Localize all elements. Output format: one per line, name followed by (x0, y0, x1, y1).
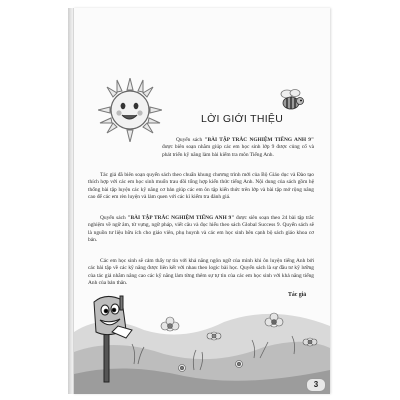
page-title: LỜI GIỚI THIỆU (201, 113, 284, 125)
intro-paragraph-3 (88, 215, 314, 245)
book-page (73, 8, 330, 394)
book-title-bold: "BÀI TẬP TRẮC NGHIỆM TIẾNG ANH 9" (204, 137, 314, 143)
page-number-badge: 3 (306, 378, 326, 392)
bee-illustration (278, 88, 304, 112)
paragraph-text: được siên soạn theo 24 bài tập trắc nghiệm về ngữ âm, từ vựng, ngữ pháp, viết câu và đọc hiểu theo sách Global Success 9. Quyển sách sẽ là nguồn tư liệu hữu ích cho giáo viên, phụ huynh và các em học sinh bên cạnh bộ sách giáo khoa cơ bản. (88, 215, 314, 244)
book-title-bold: "BÀI TẬP TRẮC NGHIỆM TIẾNG ANH 9" (127, 215, 235, 221)
author-signature: Tác giả (288, 292, 307, 298)
intro-paragraph-2: Tác giả đã biên soạn quyển sách theo chuẩn khung chương trình mới của Bộ Giáo dục và Đào tạo thích hợp với các em học sinh muốn trau dồi tổng hợp kiến thức tiếng Anh. Nội dung của sách gồm hệ thống bài tập luyện các kỹ năng cơ bản giúp các em ôn tập kiến thức trên lớp và bài tập mở rộng nâng cao để các em rèn luyện và làm quen với các kì kiểm tra đánh giá. (88, 172, 314, 201)
intro-paragraph-4: Các em học sinh sẽ cảm thấy tự tin với khả năng ngôn ngữ của mình khi ôn luyện tiếng Anh bởi các bài tập về các kỹ năng được liên kết với nhau theo logic bài học. Quyển sách là sự đầu tư kỹ lưỡng của tác giả nhằm nâng cao các kỹ năng làm từng thêm sự tự tin của các em học sinh với khả năng tiếng Anh của bản thân. (88, 258, 314, 287)
paragraph-text: được biên soạn nhằm giúp các em học sinh lớp 9 được củng cố và phát triển kỹ năng làm bài kiểm tra môn Tiếng Anh. (162, 144, 314, 158)
smiling-sun-illustration (98, 78, 162, 142)
paragraph-text: Quyển sách (176, 137, 205, 143)
paragraph-text: Quyển sách (100, 215, 128, 221)
flowers-grass-scene-illustration (74, 292, 330, 394)
intro-paragraph-1 (162, 137, 314, 159)
